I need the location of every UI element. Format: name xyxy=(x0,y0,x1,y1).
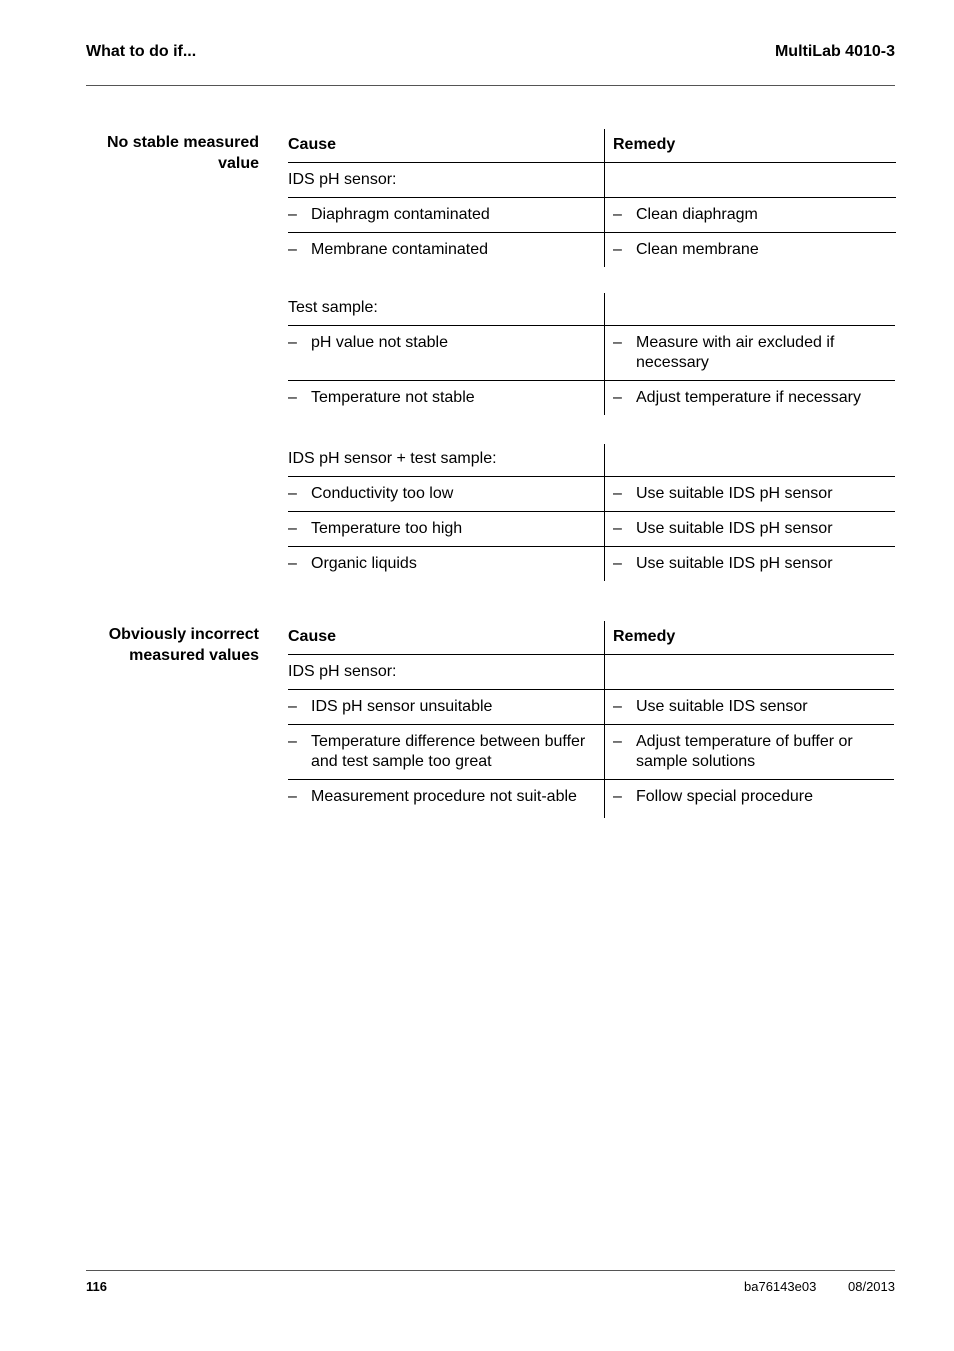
group-label: IDS pH sensor: xyxy=(288,655,605,690)
remedy-text: Measure with air excluded if necessary xyxy=(636,334,835,371)
bullet-dash: – xyxy=(613,206,622,223)
header-rule xyxy=(86,85,895,86)
remedy-text: Clean membrane xyxy=(636,241,759,258)
remedy-text: Clean diaphragm xyxy=(636,206,758,223)
page-number: 116 xyxy=(86,1279,107,1294)
cause-text: Membrane contaminated xyxy=(311,241,488,258)
group-label: IDS pH sensor: xyxy=(288,163,605,198)
bullet-dash: – xyxy=(613,485,622,502)
table-header-row xyxy=(288,129,896,163)
cause-text: Diaphragm contaminated xyxy=(311,206,490,223)
bullet-dash: – xyxy=(288,206,297,223)
bullet-dash: – xyxy=(288,520,297,537)
remedy-text: Use suitable IDS pH sensor xyxy=(636,520,833,537)
remedy-text: Use suitable IDS sensor xyxy=(636,698,808,715)
bullet-dash: – xyxy=(613,698,622,715)
document-date: 08/2013 xyxy=(848,1279,895,1294)
table-row xyxy=(288,547,895,582)
remedy-text: Adjust temperature if necessary xyxy=(636,389,861,406)
running-header-title: What to do if... xyxy=(86,43,197,60)
cause-remedy-table xyxy=(288,293,895,415)
bullet-dash: – xyxy=(288,555,297,572)
remedy-column-header: Remedy xyxy=(605,129,897,163)
cause-text: Conductivity too low xyxy=(311,485,454,502)
bullet-dash: – xyxy=(288,334,297,351)
group-label: Test sample: xyxy=(288,293,605,326)
running-header-product: MultiLab 4010-3 xyxy=(774,43,895,60)
cause-remedy-table xyxy=(288,129,896,267)
table-header-row xyxy=(288,621,894,655)
bullet-dash: – xyxy=(613,389,622,406)
table-row xyxy=(288,512,895,547)
table-row xyxy=(288,198,896,233)
cause-text: Measurement procedure not suit-able xyxy=(311,788,577,805)
bullet-dash: – xyxy=(613,334,622,351)
remedy-text: Use suitable IDS pH sensor xyxy=(636,555,833,572)
bullet-dash: – xyxy=(613,788,622,805)
table-row xyxy=(288,725,894,780)
cause-text: Temperature not stable xyxy=(311,389,475,406)
remedy-column-header: Remedy xyxy=(605,621,895,655)
group-label: IDS pH sensor + test sample: xyxy=(288,444,605,477)
cause-text: IDS pH sensor unsuitable xyxy=(311,698,493,715)
document-number: ba76143e03 xyxy=(744,1279,817,1294)
table-group-row xyxy=(288,655,894,690)
table-row xyxy=(288,233,896,268)
cause-column-header: Cause xyxy=(288,621,605,655)
table-row xyxy=(288,477,895,512)
bullet-dash: – xyxy=(613,555,622,572)
table-row xyxy=(288,690,894,725)
remedy-text: Adjust temperature of buffer or sample solutions xyxy=(636,733,853,770)
cause-text: Organic liquids xyxy=(311,555,417,572)
table-row xyxy=(288,326,895,381)
bullet-dash: – xyxy=(613,733,622,750)
table-group-row xyxy=(288,293,895,326)
remedy-text: Follow special procedure xyxy=(636,788,813,805)
bullet-dash: – xyxy=(613,520,622,537)
bullet-dash: – xyxy=(288,241,297,258)
section-label-no-stable-value: No stable measured value xyxy=(106,134,259,172)
bullet-dash: – xyxy=(288,733,297,750)
cause-text: pH value not stable xyxy=(311,334,448,351)
section-label-incorrect-values: Obviously incorrect measured values xyxy=(108,626,259,664)
cause-remedy-table xyxy=(288,444,895,581)
table-group-row xyxy=(288,444,895,477)
bullet-dash: – xyxy=(288,698,297,715)
bullet-dash: – xyxy=(288,485,297,502)
cause-remedy-table xyxy=(288,621,894,818)
table-row xyxy=(288,780,894,819)
cause-text: Temperature difference between buffer and test sample too great xyxy=(311,733,586,770)
cause-text: Temperature too high xyxy=(311,520,463,537)
cause-column-header: Cause xyxy=(288,129,605,163)
footer-rule xyxy=(86,1270,895,1271)
table-group-row xyxy=(288,163,896,198)
remedy-text: Use suitable IDS pH sensor xyxy=(636,485,833,502)
bullet-dash: – xyxy=(288,788,297,805)
bullet-dash: – xyxy=(613,241,622,258)
table-row xyxy=(288,381,895,416)
bullet-dash: – xyxy=(288,389,297,406)
